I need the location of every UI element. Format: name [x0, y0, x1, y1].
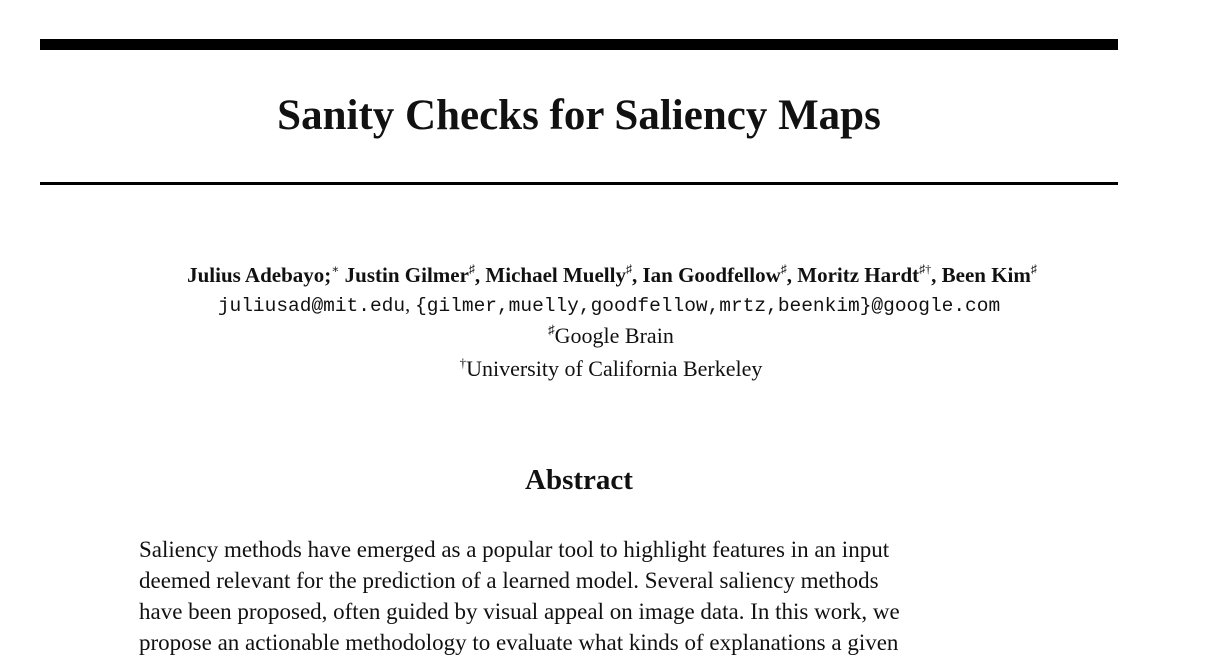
email-primary: juliusad@mit.edu	[217, 295, 406, 317]
email-join: ,	[405, 294, 416, 316]
title-bottom-rule	[40, 182, 1118, 185]
author-mark: ♯	[780, 262, 787, 276]
author-name: Ian Goodfellow	[642, 263, 781, 287]
author-mark: ♯	[625, 262, 632, 276]
top-rule	[40, 39, 1118, 50]
abstract-heading: Abstract	[525, 464, 633, 496]
author-separator: ,	[931, 263, 937, 287]
author-mark: ∗	[331, 262, 340, 276]
affiliation-name: University of California Berkeley	[466, 356, 763, 381]
abstract-line: propose an actionable methodology to evaluate what kinds of explanations a given	[139, 630, 899, 655]
paper-title: Sanity Checks for Saliency Maps	[277, 92, 881, 139]
author-name: Moritz Hardt	[797, 263, 920, 287]
author-name: Julius Adebayo	[187, 263, 325, 287]
author-mark: ♯	[1030, 262, 1037, 276]
author-separator: ,	[786, 263, 792, 287]
author-name: Michael Muelly	[485, 263, 626, 287]
abstract-body	[139, 534, 1029, 658]
email-group: {gilmer,muelly,goodfellow,mrtz,beenkim}@google.com	[415, 295, 1001, 317]
author-name: Justin Gilmer	[344, 263, 469, 287]
author-separator: ;	[324, 263, 332, 287]
abstract-line: have been proposed, often guided by visual appeal on image data. In this work, we	[139, 599, 900, 624]
author-emails	[0, 289, 1218, 322]
affiliation-mark: ♯	[548, 322, 555, 337]
author-separator: ,	[474, 263, 481, 287]
author-list	[0, 258, 1224, 292]
affiliation-google-brain	[0, 320, 1222, 352]
affiliation-name: Google Brain	[554, 323, 674, 348]
abstract-line: Saliency methods have emerged as a popular tool to highlight features in an input	[139, 537, 890, 562]
affiliation-berkeley	[0, 353, 1222, 385]
author-name: Been Kim	[941, 263, 1031, 287]
abstract-line: deemed relevant for the prediction of a learned model. Several saliency methods	[139, 568, 879, 593]
affiliation-mark: †	[459, 355, 467, 370]
author-mark: ♯	[468, 262, 475, 276]
author-separator: ,	[631, 263, 638, 287]
author-mark: ♯†	[919, 262, 932, 276]
